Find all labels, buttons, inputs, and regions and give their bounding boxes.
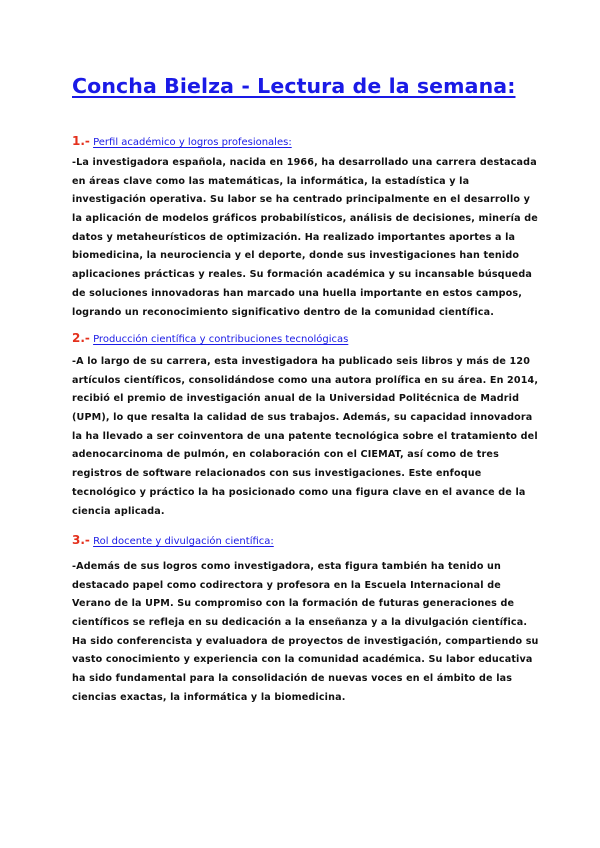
paragraph-line: logrando un reconocimiento significativo dentro de la comunidad científica. [72,306,495,318]
section-number: 2.- [72,331,90,345]
paragraph-line: investigación operativa. Su labor se ha centrado principalmente en el desarrollo y [72,194,531,206]
paragraph-line: científicos se refleja en su dedicación a la enseñanza y a la divulgación científica. [72,617,528,629]
paragraph-line: datos y metaheurísticos de optimización. Ha realizado importantes aportes a la [72,231,516,243]
section-title: Perfil académico y logros profesionales: [93,137,292,148]
paragraph-line: la ha llevado a ser coinventora de una patente tecnológica sobre el tratamiento del [72,430,538,442]
paragraph-line: destacado papel como codirectora y profesora en la Escuela Internacional de [72,579,501,591]
paragraph-line: registros de software relacionados con sus investigaciones. Este enfoque [72,468,482,480]
section-heading-3 [72,533,274,547]
section-title: Rol docente y divulgación científica: [93,536,274,547]
paragraph-line: recibió el premio de investigación anual de la Universidad Politécnica de Madrid [72,393,520,405]
paragraph-line: aplicaciones prácticas y reales. Su formación académica y su incansable búsqueda [72,269,532,281]
paragraph-line: -Además de sus logros como investigadora, esta figura también ha tenido un [72,561,502,572]
section-title: Producción científica y contribuciones tecnológicas [93,334,349,345]
paragraph-line: -A lo largo de su carrera, esta investigadora ha publicado seis libros y más de 120 [72,356,531,367]
paragraph-line: de soluciones innovadoras han marcado una huella importante en estos campos, [72,287,523,299]
paragraph-line: adenocarcinoma de pulmón, en colaboración con el CIEMAT, así como de tres [72,449,499,461]
paragraph-line: vasto conocimiento y experiencia con la comunidad académica. Su labor educativa [72,654,533,666]
section-heading-2 [72,331,348,345]
paragraph-line: (UPM), lo que resalta la calidad de sus trabajos. Además, su capacidad innovadora [72,412,533,424]
page-title: Concha Bielza - Lectura de la semana: [72,74,516,98]
paragraph-line: Ha sido conferencista y evaluadora de proyectos de investigación, compartiendo su [72,635,539,647]
paragraph-line: Verano de la UPM. Su compromiso con la formación de futuras generaciones de [72,598,515,610]
section-number: 3.- [72,533,90,547]
section-paragraph-3 [72,558,539,708]
section-paragraph-2 [72,353,539,521]
paragraph-line: ha sido fundamental para la consolidación de nuevas voces en el ámbito de las [72,673,513,685]
paragraph-line: artículos científicos, consolidándose como una autora prolífica en su área. En 2014, [72,374,539,386]
paragraph-line: ciencias exactas, la informática y la biomedicina. [72,691,346,703]
paragraph-line: la aplicación de modelos gráficos probabilísticos, análisis de decisiones, minería de [72,213,538,225]
section-number: 1.- [72,134,90,148]
paragraph-line: ciencia aplicada. [72,505,165,517]
paragraph-line: -La investigadora española, nacida en 1966, ha desarrollado una carrera destacada [72,157,537,168]
paragraph-line: en áreas clave como las matemáticas, la informática, la estadística y la [72,175,470,187]
section-heading-1 [72,134,292,148]
section-paragraph-1 [72,154,538,322]
paragraph-line: biomedicina, la neurociencia y el deporte, donde sus investigaciones han tenido [72,250,520,262]
paragraph-line: tecnológico y práctico la ha posicionado como una figura clave en el avance de la [72,486,526,498]
